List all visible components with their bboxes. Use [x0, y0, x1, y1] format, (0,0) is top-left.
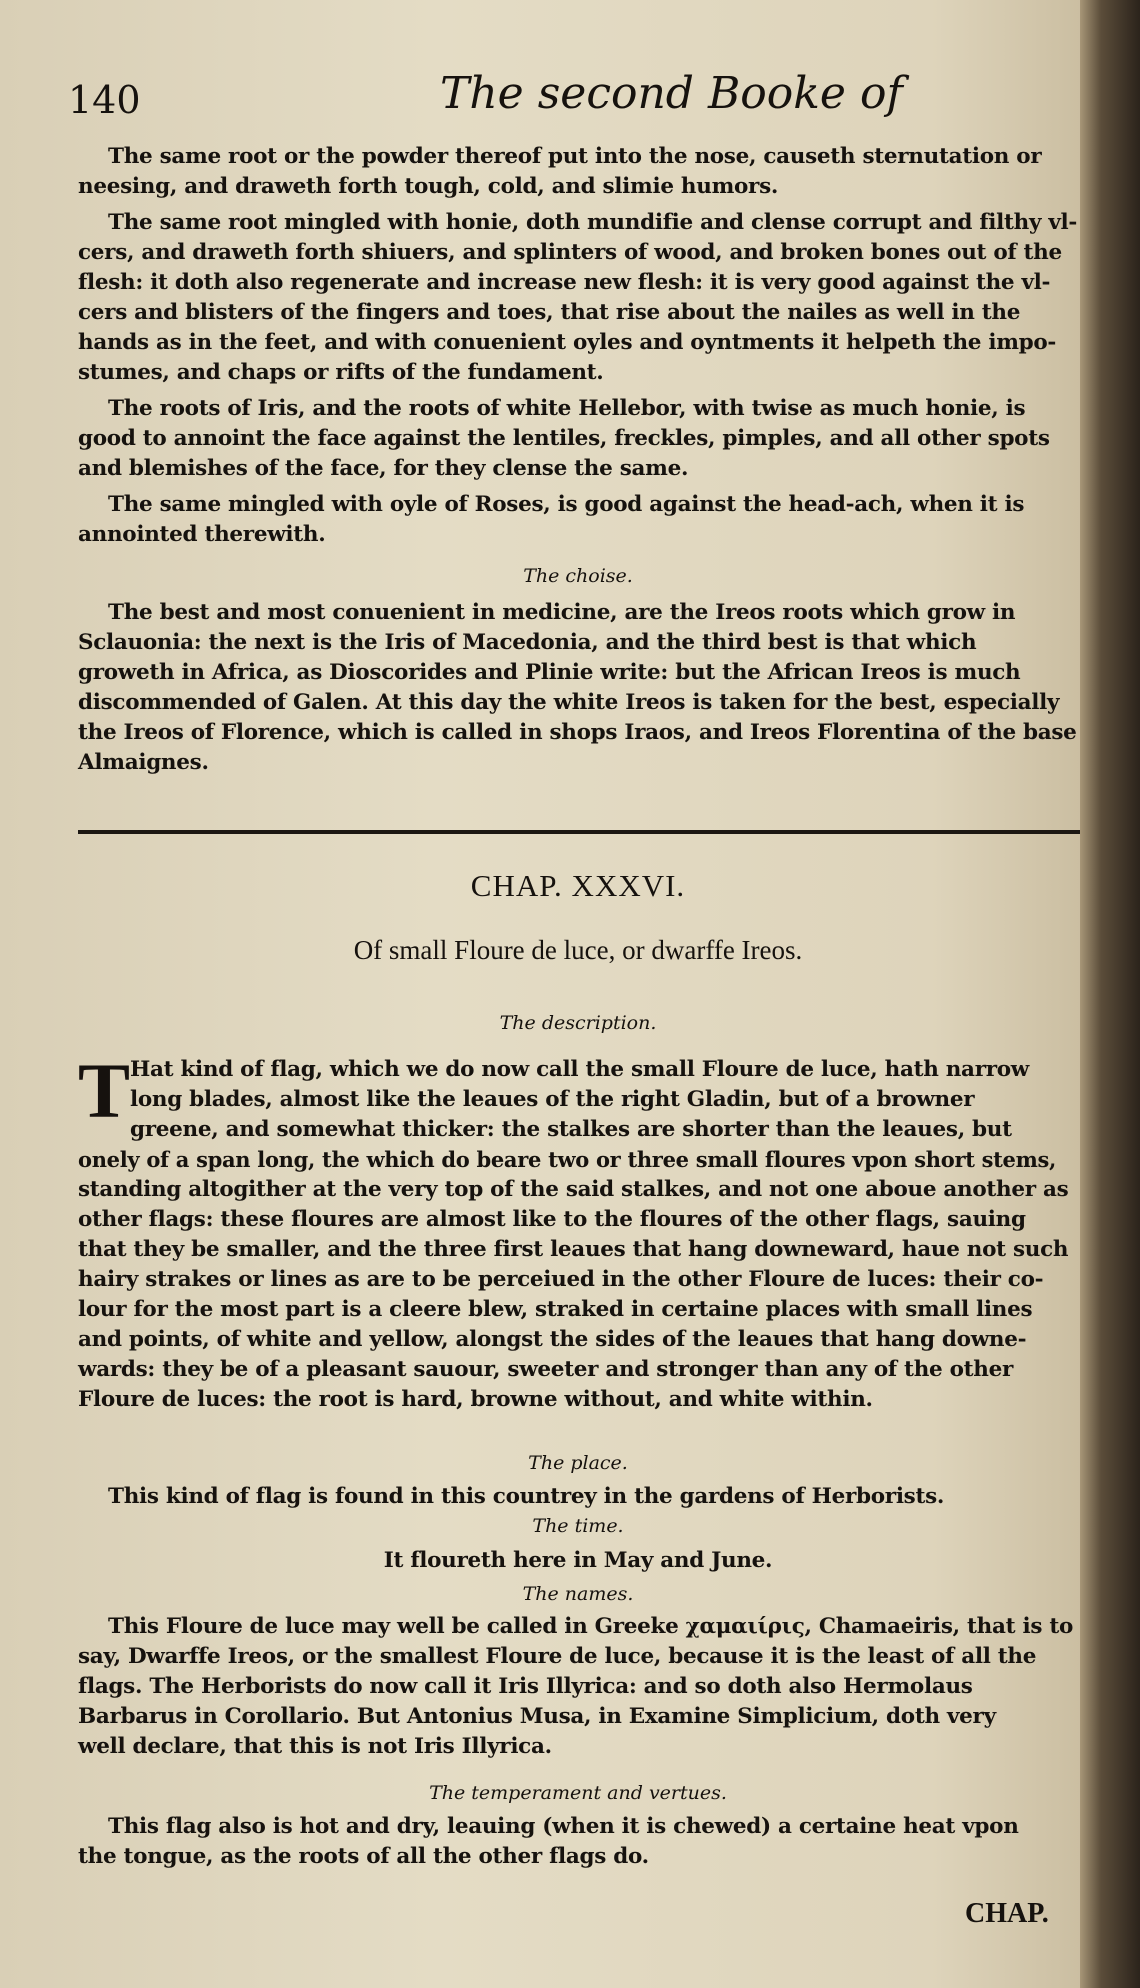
text-line: Almaignes. [78, 750, 209, 775]
text-line: Hat kind of flag, which we do now call the small Floure de luce, hath narrow [130, 1057, 1029, 1082]
text-line: say, Dwarffe Ireos, or the smallest Floure de luce, because it is the least of all the [78, 1644, 1037, 1669]
section-heading-place: The place. [528, 1452, 628, 1474]
section-heading-description: The description. [499, 1012, 657, 1034]
text-line: This kind of flag is found in this countrey in the gardens of Herborists. [108, 1484, 945, 1509]
chapter-subtitle: Of small Floure de luce, or dwarffe Ireos. [353, 935, 803, 965]
text-line: This Floure de luce may well be called in Greeke χαμαιίρις, Chamaeiris, that is to [108, 1614, 1073, 1639]
text-line: discommended of Galen. At this day the white Ireos is taken for the best, especially [78, 690, 1060, 715]
text-line: other flags: these floures are almost like to the floures of the other flags, sauing [78, 1207, 1026, 1232]
text-line: and blemishes of the face, for they clense the same. [78, 456, 689, 481]
text-line: Barbarus in Corollario. But Antonius Musa, in Examine Simplicium, doth very [78, 1704, 996, 1729]
text-line: flags. The Herborists do now call it Iris Illyrica: and so doth also Hermolaus [78, 1674, 973, 1699]
catchword: CHAP. [965, 1898, 1049, 1929]
chapter-divider-rule [78, 830, 1080, 834]
section-heading-choise: The choise. [523, 565, 633, 587]
book-page-edge [1080, 0, 1140, 1988]
section-heading-temperament: The temperament and vertues. [429, 1782, 727, 1804]
text-line: The same mingled with oyle of Roses, is good against the head-ach, when it is [108, 492, 1025, 517]
text-line: long blades, almost like the leaues of the right Gladin, but of a browner [130, 1087, 975, 1112]
text-line: lour for the most part is a cleere blew, straked in certaine places with small lines [78, 1297, 1033, 1322]
text-line: This flag also is hot and dry, leauing (when it is chewed) a certaine heat vpon [108, 1814, 1019, 1839]
text-line: flesh: it doth also regenerate and increase new flesh: it is very good against the vl- [78, 270, 1051, 295]
section-heading-time: The time. [532, 1515, 624, 1537]
text-line: stumes, and chaps or rifts of the fundament. [78, 360, 604, 385]
text-line: wards: they be of a pleasant sauour, sweeter and stronger than any of the other [78, 1357, 1013, 1382]
text-line: hands as in the feet, and with conuenient oyles and oyntments it helpeth the impo- [78, 330, 1057, 355]
page-number: 140 [68, 78, 141, 122]
running-title: The second Booke of [440, 68, 903, 119]
running-header [40, 68, 1080, 128]
text-line: onely of a span long, the which do beare two or three small floures vpon short stems, [78, 1147, 1057, 1172]
section-heading-names: The names. [522, 1583, 634, 1605]
chapter-title: CHAP. XXXVI. [470, 868, 686, 903]
text-line: the Ireos of Florence, which is called in shops Iraos, and Ireos Florentina of the base [78, 720, 1077, 745]
drop-cap: T [78, 1047, 131, 1134]
text-line: Floure de luces: the root is hard, browne without, and white within. [78, 1387, 873, 1412]
text-line: the tongue, as the roots of all the other flags do. [78, 1844, 649, 1869]
text-line: Sclauonia: the next is the Iris of Macedonia, and the third best is that which [78, 630, 977, 655]
text-line: cers, and draweth forth shiuers, and splinters of wood, and broken bones out of the [78, 240, 1062, 265]
text-line: cers and blisters of the fingers and toes, that rise about the nailes as well in the [78, 300, 1021, 325]
text-line: The same root mingled with honie, doth mundifie and clense corrupt and filthy vl- [108, 210, 1078, 235]
text-line: that they be smaller, and the three first leaues that hang downeward, haue not such [78, 1237, 1069, 1262]
text-line: well declare, that this is not Iris Illyrica. [78, 1734, 552, 1759]
text-line: groweth in Africa, as Dioscorides and Plinie write: but the African Ireos is much [78, 660, 1021, 685]
text-line: The best and most conuenient in medicine, are the Ireos roots which grow in [108, 600, 1016, 625]
text-line: neesing, and draweth forth tough, cold, and slimie humors. [78, 174, 779, 199]
text-line: hairy strakes or lines as are to be perceiued in the other Floure de luces: their co- [78, 1267, 1044, 1292]
text-line: The same root or the powder thereof put into the nose, causeth sternutation or [108, 144, 1042, 169]
text-line: annointed therewith. [78, 522, 326, 547]
text-line: It floureth here in May and June. [383, 1548, 773, 1573]
text-line: The roots of Iris, and the roots of white Hellebor, with twise as much honie, is [108, 396, 1026, 421]
text-line: greene, and somewhat thicker: the stalkes are shorter than the leaues, but [130, 1117, 1012, 1142]
text-line: good to annoint the face against the lentiles, freckles, pimples, and all other spots [78, 426, 1050, 451]
text-line: and points, of white and yellow, alongst the sides of the leaues that hang downe- [78, 1327, 1027, 1352]
text-line: standing altogither at the very top of the said stalkes, and not one aboue another as [78, 1177, 1069, 1202]
